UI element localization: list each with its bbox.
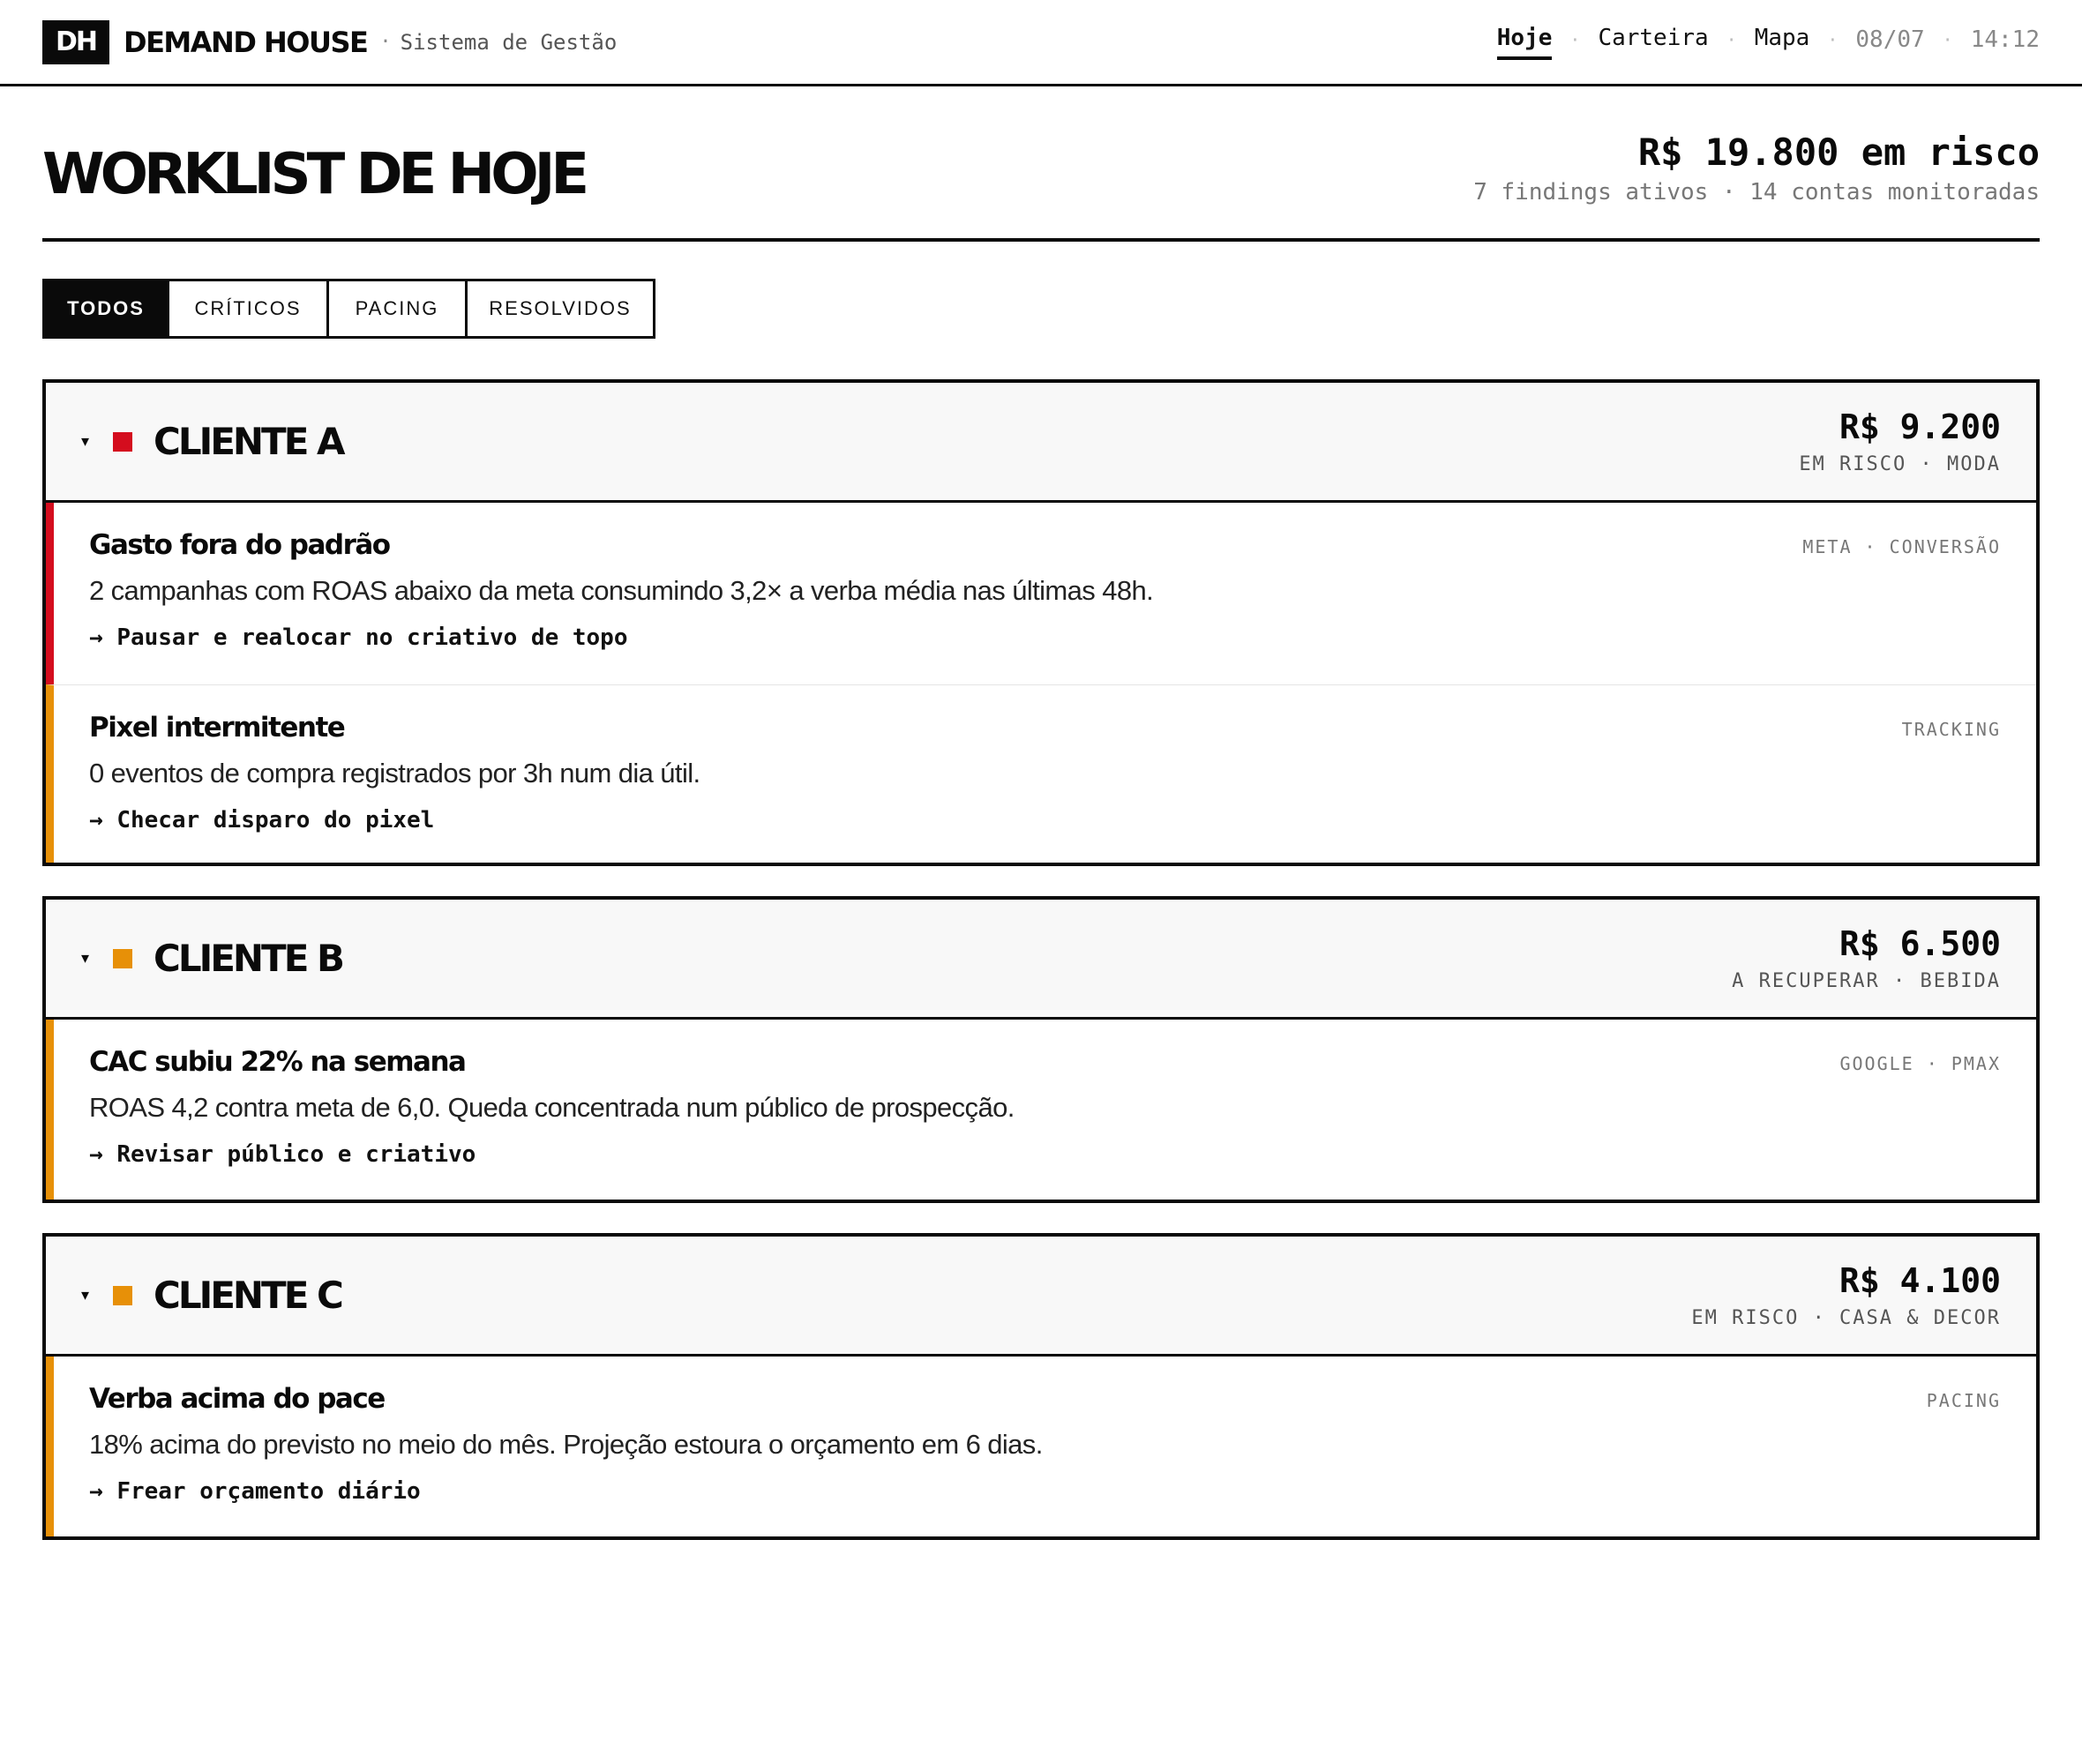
status-square-icon bbox=[113, 949, 132, 968]
finding-action-label: Checar disparo do pixel bbox=[116, 807, 435, 833]
page-header bbox=[42, 86, 2040, 242]
finding-tag: META · CONVERSÃO bbox=[1802, 536, 2001, 557]
finding-tag: GOOGLE · PMAX bbox=[1839, 1053, 2001, 1074]
finding-title: CAC subiu 22% na semana bbox=[89, 1046, 466, 1078]
finding-title: Gasto fora do padrão bbox=[89, 529, 390, 561]
finding-title: Pixel intermitente bbox=[89, 712, 345, 744]
status-square-icon bbox=[113, 432, 132, 452]
tab-criticos[interactable]: CRÍTICOS bbox=[167, 279, 329, 339]
client-meta: EM RISCO · CASA & DECOR bbox=[1691, 1307, 2001, 1329]
client-meta: A RECUPERAR · BEBIDA bbox=[1732, 970, 2001, 992]
caret-down-icon[interactable]: ▾ bbox=[81, 949, 90, 967]
nav-item-mapa[interactable]: Mapa bbox=[1754, 24, 1810, 51]
main-nav bbox=[1497, 25, 2040, 60]
tab-pacing[interactable]: PACING bbox=[326, 279, 468, 339]
arrow-right-icon: → bbox=[89, 1478, 103, 1505]
finding-description: ROAS 4,2 contra meta de 6,0. Queda concentrada num público de prospecção. bbox=[89, 1092, 1015, 1123]
finding-description: 0 eventos de compra registrados por 3h num dia útil. bbox=[89, 758, 700, 789]
brand[interactable] bbox=[42, 20, 617, 64]
nav-time: 14:12 bbox=[1970, 26, 2040, 53]
caret-down-icon[interactable]: ▾ bbox=[81, 1286, 90, 1304]
finding-action-label: Pausar e realocar no criativo de topo bbox=[116, 624, 628, 651]
status-square-icon bbox=[113, 1286, 132, 1305]
client-amount: R$ 6.500 bbox=[1839, 924, 2001, 963]
arrow-right-icon: → bbox=[89, 624, 103, 651]
finding-action[interactable] bbox=[89, 624, 2001, 651]
page-title: WORKLIST DE HOJE bbox=[42, 142, 586, 207]
brand-subtitle: Sistema de Gestão bbox=[400, 29, 618, 55]
finding-tag: TRACKING bbox=[1901, 719, 2001, 740]
finding-tag: PACING bbox=[1926, 1390, 2001, 1411]
brand-logo: DH bbox=[42, 20, 109, 64]
top-bar bbox=[0, 0, 2082, 86]
client-name: CLIENTE B bbox=[154, 937, 343, 980]
nav-date: 08/07 bbox=[1855, 26, 1925, 53]
tab-resolvidos[interactable]: RESOLVIDOS bbox=[465, 279, 655, 339]
client-amount: R$ 9.200 bbox=[1839, 407, 2001, 446]
nav-separator: · bbox=[1827, 28, 1839, 50]
tab-todos[interactable]: TODOS bbox=[42, 279, 169, 339]
finding-action[interactable] bbox=[89, 1141, 2001, 1168]
client-meta: EM RISCO · MODA bbox=[1799, 453, 2001, 475]
finding-title: Verba acima do pace bbox=[89, 1383, 385, 1415]
nav-separator: · bbox=[1569, 28, 1581, 50]
caret-down-icon[interactable]: ▾ bbox=[81, 432, 90, 450]
finding-item[interactable] bbox=[46, 503, 2036, 684]
arrow-right-icon: → bbox=[89, 807, 103, 833]
finding-action[interactable] bbox=[89, 807, 2001, 833]
brand-separator: · bbox=[379, 31, 392, 53]
nav-item-carteira[interactable]: Carteira bbox=[1598, 24, 1709, 51]
finding-item[interactable] bbox=[46, 1357, 2036, 1536]
client-header[interactable] bbox=[46, 383, 2036, 503]
finding-action-label: Revisar público e criativo bbox=[116, 1141, 476, 1168]
risk-meta: 7 findings ativos · 14 contas monitoradas bbox=[1473, 178, 2040, 206]
client-name: CLIENTE C bbox=[154, 1274, 341, 1317]
finding-action[interactable] bbox=[89, 1478, 2001, 1505]
arrow-right-icon: → bbox=[89, 1141, 103, 1168]
brand-name: DEMAND HOUSE bbox=[124, 25, 368, 59]
client-header[interactable] bbox=[46, 900, 2036, 1020]
risk-total: R$ 19.800 em risco bbox=[1637, 130, 2040, 174]
finding-description: 2 campanhas com ROAS abaixo da meta consumindo 3,2× a verba média nas últimas 48h. bbox=[89, 575, 1154, 606]
nav-separator: · bbox=[1942, 28, 1953, 50]
nav-item-hoje[interactable]: Hoje bbox=[1497, 25, 1553, 60]
filter-tabs bbox=[42, 279, 2040, 339]
client-amount: R$ 4.100 bbox=[1839, 1261, 2001, 1300]
finding-item[interactable] bbox=[46, 684, 2036, 863]
client-header[interactable] bbox=[46, 1237, 2036, 1357]
client-name: CLIENTE A bbox=[154, 420, 343, 463]
finding-description: 18% acima do previsto no meio do mês. Projeção estoura o orçamento em 6 dias. bbox=[89, 1429, 1043, 1460]
nav-separator: · bbox=[1726, 28, 1737, 50]
finding-action-label: Frear orçamento diário bbox=[116, 1478, 421, 1505]
client-card bbox=[42, 896, 2040, 1203]
finding-item[interactable] bbox=[46, 1020, 2036, 1200]
client-card bbox=[42, 379, 2040, 866]
risk-summary bbox=[1473, 120, 2040, 206]
client-card bbox=[42, 1233, 2040, 1540]
